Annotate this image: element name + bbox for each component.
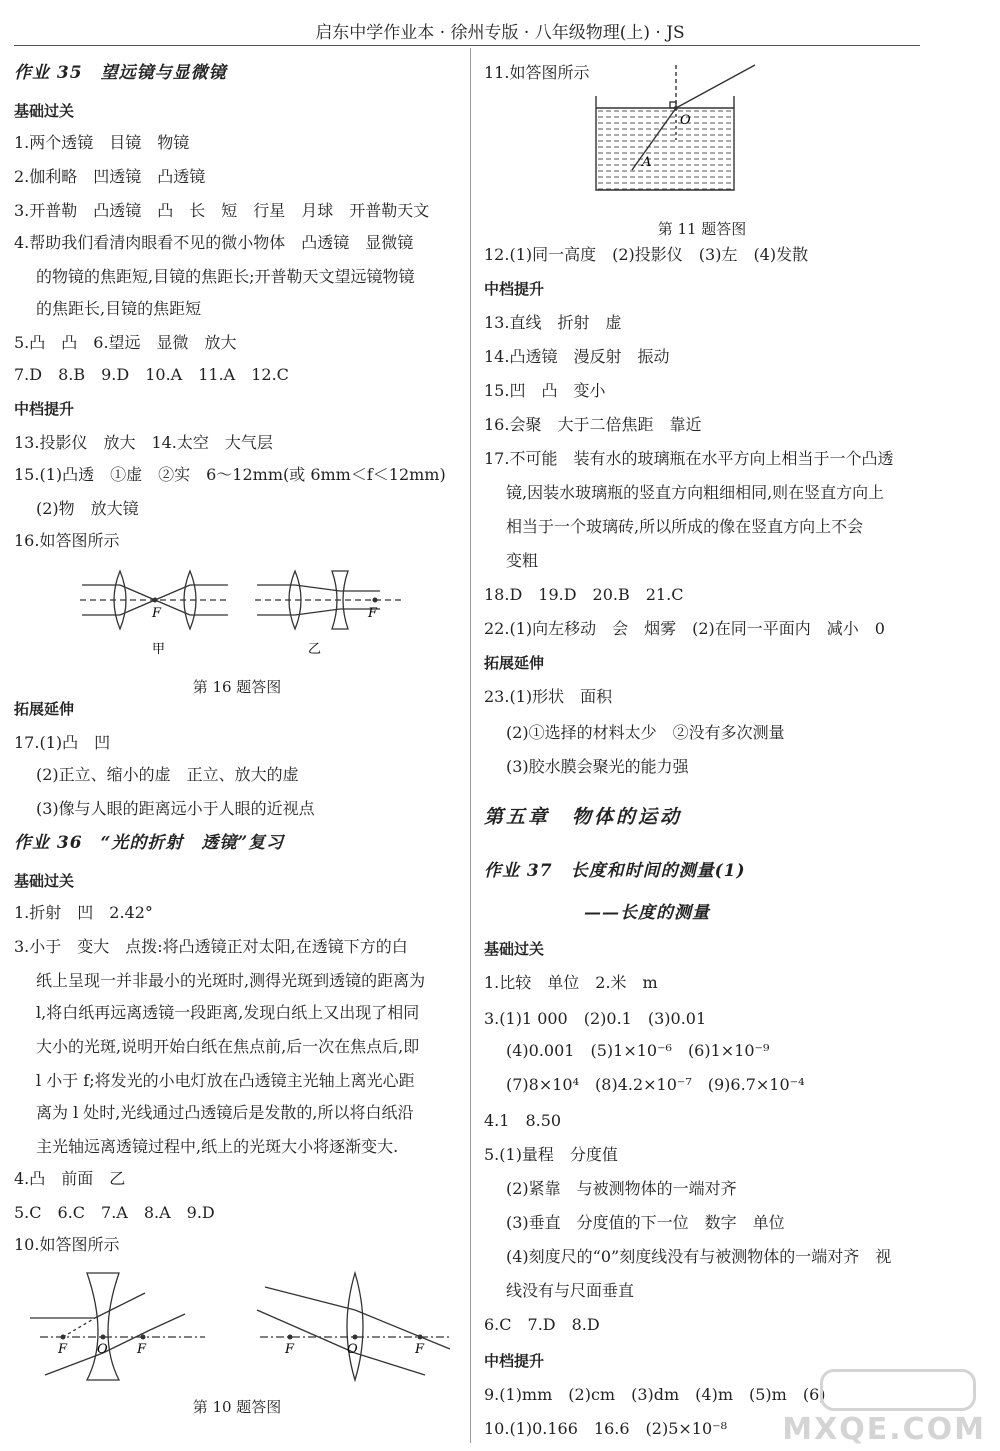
- right-line: 第五章 物体的运动: [484, 806, 683, 828]
- header-rule: [14, 45, 920, 46]
- left-line: 1.两个透镜 目镜 物镜: [14, 133, 190, 152]
- left-line: 第 16 题答图: [192, 678, 282, 696]
- fig11-point-o: O: [680, 113, 691, 128]
- right-line: 23.(1)形状 面积: [484, 687, 613, 706]
- figure-10: [25, 1265, 465, 1390]
- left-line: 离为 l 处时,光线通过凸透镜后是发散的,所以将白纸沿: [36, 1103, 414, 1122]
- right-line: (2)紧靠 与被测物体的一端对齐: [506, 1179, 737, 1198]
- right-line: 18.D 19.D 20.B 21.C: [484, 585, 684, 604]
- right-line: 9.(1)mm (2)cm (3)dm (4)m (5)m (6): [484, 1385, 826, 1404]
- right-line: 10.(1)0.166 16.6 (2)5×10⁻⁸: [484, 1419, 728, 1438]
- fig10-focus-label-4: F: [415, 1342, 425, 1357]
- fig11-point-a: A: [642, 155, 652, 170]
- left-line: 作业 36 “光的折射 透镜”复习: [14, 833, 285, 853]
- right-line: (4)0.001 (5)1×10⁻⁶ (6)1×10⁻⁹: [506, 1041, 770, 1060]
- fig10-focus-label-2: F: [137, 1342, 147, 1357]
- right-line: 15.凹 凸 变小: [484, 381, 606, 400]
- left-line: (3)像与人眼的距离远小于人眼的近视点: [36, 799, 315, 818]
- left-line: 5.C 6.C 7.A 8.A 9.D: [14, 1203, 215, 1222]
- right-line: 17.不可能 装有水的玻璃瓶在水平方向上相当于一个凸透: [484, 449, 894, 468]
- right-line: (3)垂直 分度值的下一位 数字 单位: [506, 1213, 785, 1232]
- right-line: (3)胶水膜会聚光的能力强: [506, 757, 689, 776]
- left-line: 5.凸 凸 6.望远 显微 放大: [14, 333, 237, 352]
- right-line: (2)①选择的材料太少 ②没有多次测量: [506, 723, 785, 742]
- right-line: 14.凸透镜 漫反射 振动: [484, 347, 670, 366]
- left-line: 作业 35 望远镜与显微镜: [14, 63, 227, 83]
- page-header: 启东中学作业本 · 徐州专版 · 八年级物理(上) · JS: [315, 23, 685, 43]
- right-line: 中档提升: [484, 1352, 545, 1370]
- right-line: ——长度的测量: [584, 903, 710, 923]
- right-line: 中档提升: [484, 280, 545, 298]
- left-line: 3.小于 变大 点拨:将凸透镜正对太阳,在透镜下方的白: [14, 937, 408, 956]
- left-line: l,将白纸再远离透镜一段距离,发现白纸上又出现了相同: [36, 1003, 420, 1022]
- left-line: 主光轴远离透镜过程中,纸上的光斑大小将逐渐变大.: [36, 1137, 399, 1156]
- left-line: 大小的光斑,说明开始白纸在焦点前,后一次在焦点后,即: [36, 1037, 420, 1056]
- left-line: l 小于 f;将发光的小电灯放在凸透镜主光轴上离光心距: [36, 1071, 415, 1090]
- right-line: 基础过关: [484, 940, 545, 958]
- left-line: 拓展延伸: [14, 700, 75, 718]
- right-line: 1.比较 单位 2.米 m: [484, 973, 658, 992]
- left-line: 2.伽利略 凹透镜 凸透镜: [14, 167, 206, 186]
- left-line: 4.凸 前面 乙: [14, 1169, 126, 1188]
- left-line: 纸上呈现一并非最小的光斑时,测得光斑到透镜的距离为: [36, 971, 426, 990]
- fig16-focus-label-2: F: [368, 606, 378, 621]
- fig10-center-label-1: O: [97, 1342, 108, 1357]
- left-line: (2)物 放大镜: [36, 499, 139, 518]
- watermark-frame: [820, 1369, 976, 1411]
- left-line: 4.帮助我们看清肉眼看不见的微小物体 凸透镜 显微镜: [14, 233, 414, 252]
- right-line: 22.(1)向左移动 会 烟雾 (2)在同一平面内 减小 0: [484, 619, 885, 638]
- left-line: 7.D 8.B 9.D 10.A 11.A 12.C: [14, 365, 289, 384]
- right-line: 镜,因装水玻璃瓶的竖直方向粗细相同,则在竖直方向上: [506, 483, 885, 502]
- watermark: MXQE.COM: [782, 1412, 986, 1447]
- right-line: 3.(1)1 000 (2)0.1 (3)0.01: [484, 1009, 707, 1028]
- left-line: 3.开普勒 凸透镜 凸 长 短 行星 月球 开普勒天文: [14, 201, 430, 220]
- right-line: 13.直线 折射 虚: [484, 313, 622, 332]
- right-line: 6.C 7.D 8.D: [484, 1315, 600, 1334]
- right-line: 相当于一个玻璃砖,所以所成的像在竖直方向上不会: [506, 517, 864, 536]
- left-line: 10.如答图所示: [14, 1235, 120, 1254]
- right-line: 拓展延伸: [484, 654, 545, 672]
- figure-11: [590, 60, 770, 200]
- left-line: 中档提升: [14, 400, 75, 418]
- left-line: 基础过关: [14, 102, 75, 120]
- figure-16: [70, 565, 420, 665]
- right-line: 5.(1)量程 分度值: [484, 1145, 618, 1164]
- left-line: 16.如答图所示: [14, 531, 120, 550]
- left-line: 的物镜的焦距短,目镜的焦距长;开普勒天文望远镜物镜: [36, 267, 415, 286]
- left-line: 第 10 题答图: [192, 1398, 282, 1416]
- right-line: 12.(1)同一高度 (2)投影仪 (3)左 (4)发散: [484, 245, 809, 264]
- right-line: (4)刻度尺的“0”刻度线没有与被测物体的一端对齐 视: [506, 1247, 892, 1266]
- fig16-focus-label-1: F: [152, 606, 162, 621]
- right-line: 作业 37 长度和时间的测量(1): [484, 861, 746, 881]
- left-line: (2)正立、缩小的虚 正立、放大的虚: [36, 765, 299, 784]
- left-line: 17.(1)凸 凹: [14, 733, 111, 752]
- left-line: 基础过关: [14, 872, 75, 890]
- column-divider: [470, 48, 471, 1443]
- right-line: 16.会聚 大于二倍焦距 靠近: [484, 415, 702, 434]
- right-line: 第 11 题答图: [657, 220, 747, 238]
- left-line: 的焦距长,目镜的焦距短: [36, 299, 202, 318]
- fig10-focus-label-1: F: [58, 1342, 68, 1357]
- fig16-label-jia: 甲: [152, 642, 166, 657]
- right-line: 4.1 8.50: [484, 1111, 562, 1130]
- left-line: 1.折射 凹 2.42°: [14, 903, 153, 922]
- fig16-label-yi: 乙: [308, 642, 322, 657]
- left-line: 13.投影仪 放大 14.太空 大气层: [14, 433, 273, 452]
- fig10-focus-label-3: F: [285, 1342, 295, 1357]
- right-line: 线没有与尺面垂直: [506, 1281, 635, 1300]
- fig10-center-label-2: O: [347, 1342, 358, 1357]
- right-line: 11.如答图所示: [484, 63, 590, 82]
- left-line: 15.(1)凸透 ①虚 ②实 6～12mm(或 6mm＜f＜12mm): [14, 465, 446, 484]
- right-line: (7)8×10⁴ (8)4.2×10⁻⁷ (9)6.7×10⁻⁴: [506, 1075, 805, 1094]
- right-line: 变粗: [506, 551, 539, 570]
